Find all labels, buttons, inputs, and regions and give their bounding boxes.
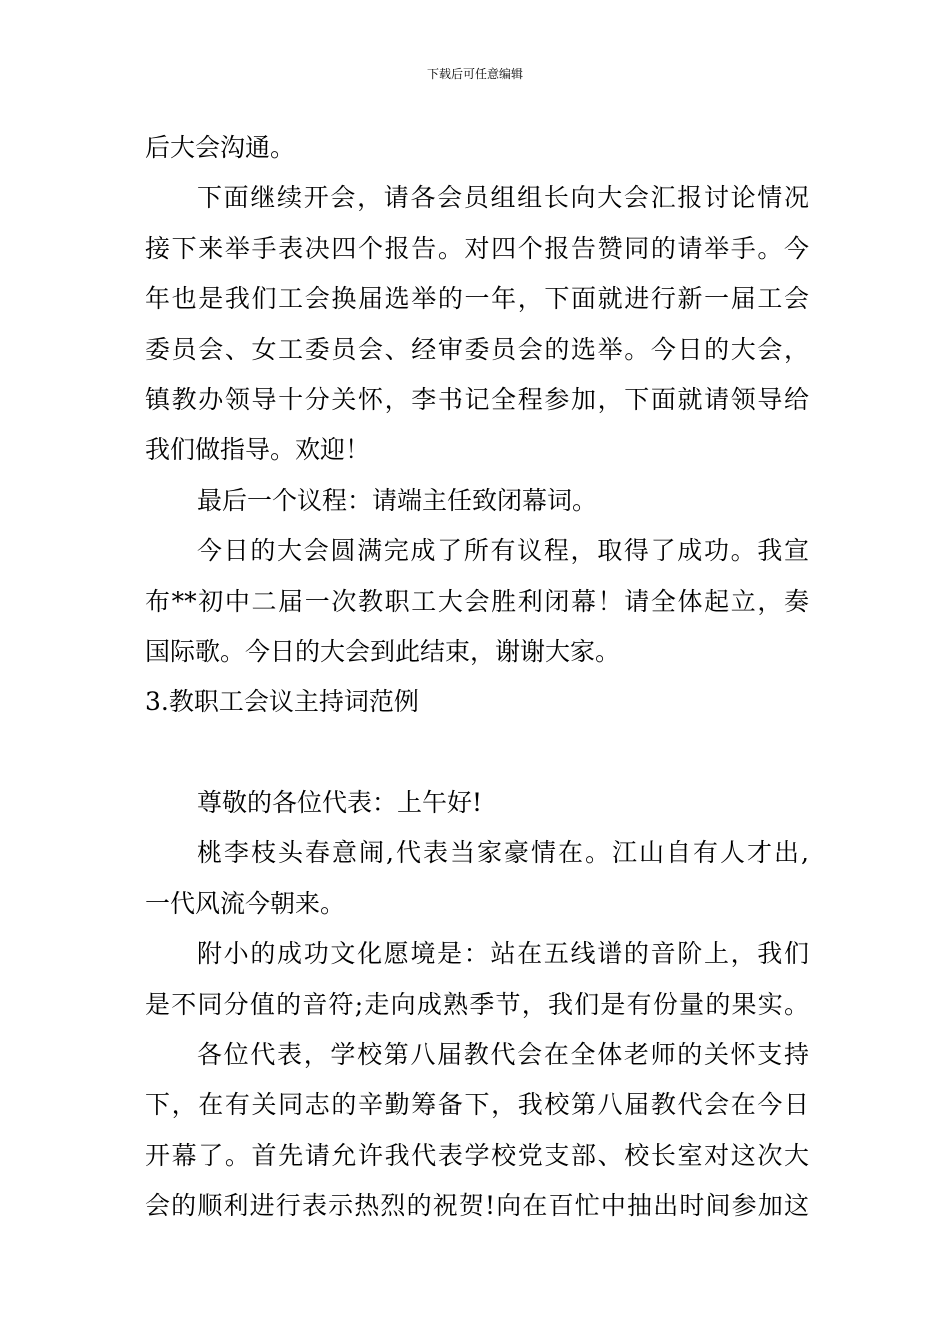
section-heading: 3.教职工会议主持词范例 — [145, 687, 419, 717]
paragraph-start-line: 桃李枝头春意闹,代表当家豪情在。江山自有人才出, — [197, 838, 809, 868]
text-line: 年也是我们工会换届选举的一年，下面就进行新一届工会 — [145, 284, 809, 314]
text-line: 后大会沟通。 — [145, 133, 296, 162]
text-line: 委员会、女工委员会、经审委员会的选举。今日的大会， — [145, 334, 809, 364]
document-body — [145, 123, 809, 1232]
text-line: 镇教办领导十分关怀，李书记全程参加，下面就请领导给 — [145, 384, 809, 414]
text-line: 是不同分值的音符;走向成熟季节，我们是有份量的果实。 — [145, 989, 809, 1019]
text-line: 布**初中二届一次教职工大会胜利闭幕！请全体起立，奏 — [145, 586, 809, 616]
text-line: 我们做指导。欢迎！ — [145, 435, 371, 465]
text-line: 开幕了。首先请允许我代表学校党支部、校长室对这次大 — [145, 1140, 809, 1170]
text-line: 一代风流今朝来。 — [145, 888, 346, 918]
paragraph-start-line: 附小的成功文化愿境是：站在五线谱的音阶上，我们 — [197, 939, 809, 969]
paragraph-start-line: 最后一个议程：请端主任致闭幕词。 — [197, 485, 598, 515]
paragraph-start-line: 各位代表，学校第八届教代会在全体老师的关怀支持 — [197, 1040, 809, 1070]
text-line: 下，在有关同志的辛勤筹备下，我校第八届教代会在今日 — [145, 1090, 809, 1120]
blank-line — [145, 728, 809, 778]
text-line: 会的顺利进行表示热烈的祝贺!向在百忙中抽出时间参加这 — [145, 1191, 809, 1221]
page-header: 下载后可任意编辑 — [426, 67, 523, 81]
salutation: 尊敬的各位代表：上午好! — [197, 788, 483, 818]
paragraph-start-line: 今日的大会圆满完成了所有议程，取得了成功。我宣 — [197, 536, 809, 566]
text-line: 接下来举手表决四个报告。对四个报告赞同的请举手。今 — [145, 233, 809, 263]
text-line: 国际歌。今日的大会到此结束，谢谢大家。 — [145, 636, 621, 666]
paragraph-start-line: 下面继续开会，请各会员组组长向大会汇报讨论情况 — [197, 183, 809, 213]
